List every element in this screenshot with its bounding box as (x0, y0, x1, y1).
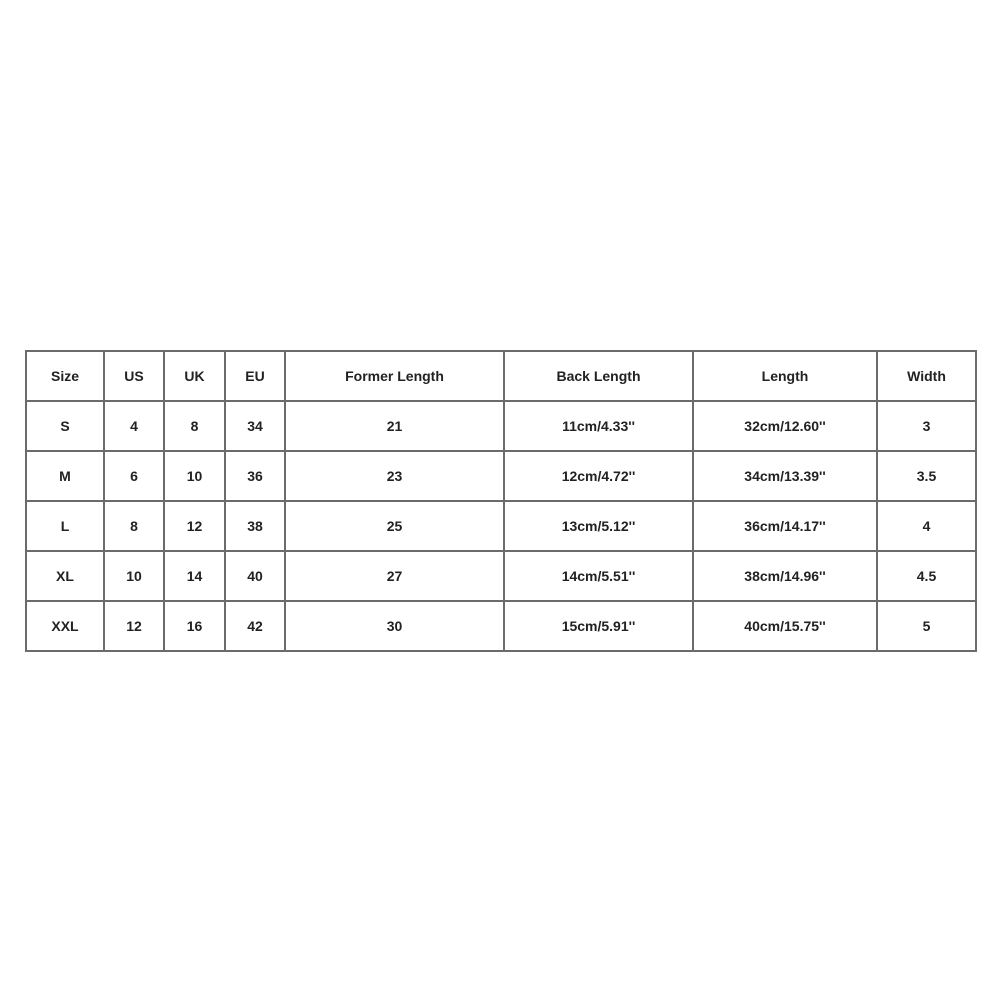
cell-length: 32cm/12.60'' (693, 401, 877, 451)
table-row (26, 401, 976, 451)
cell-back-length: 11cm/4.33'' (504, 401, 693, 451)
table-row (26, 501, 976, 551)
header-uk: UK (164, 351, 225, 401)
header-length: Length (693, 351, 877, 401)
cell-back-length: 12cm/4.72'' (504, 451, 693, 501)
cell-size: S (26, 401, 104, 451)
cell-us: 4 (104, 401, 164, 451)
cell-former-length: 25 (285, 501, 504, 551)
cell-former-length: 27 (285, 551, 504, 601)
cell-length: 38cm/14.96'' (693, 551, 877, 601)
cell-back-length: 14cm/5.51'' (504, 551, 693, 601)
cell-back-length: 15cm/5.91'' (504, 601, 693, 651)
cell-uk: 12 (164, 501, 225, 551)
cell-length: 34cm/13.39'' (693, 451, 877, 501)
cell-size: XL (26, 551, 104, 601)
cell-us: 12 (104, 601, 164, 651)
size-chart-table (25, 350, 977, 652)
cell-us: 6 (104, 451, 164, 501)
cell-size: XXL (26, 601, 104, 651)
header-us: US (104, 351, 164, 401)
cell-uk: 8 (164, 401, 225, 451)
table-row (26, 451, 976, 501)
header-size: Size (26, 351, 104, 401)
cell-former-length: 30 (285, 601, 504, 651)
cell-uk: 16 (164, 601, 225, 651)
cell-eu: 38 (225, 501, 285, 551)
header-former-length: Former Length (285, 351, 504, 401)
cell-former-length: 21 (285, 401, 504, 451)
table-header-row (26, 351, 976, 401)
cell-width: 3.5 (877, 451, 976, 501)
cell-eu: 40 (225, 551, 285, 601)
header-eu: EU (225, 351, 285, 401)
cell-eu: 42 (225, 601, 285, 651)
cell-size: L (26, 501, 104, 551)
cell-width: 4 (877, 501, 976, 551)
cell-length: 36cm/14.17'' (693, 501, 877, 551)
table-row (26, 601, 976, 651)
header-back-length: Back Length (504, 351, 693, 401)
cell-eu: 36 (225, 451, 285, 501)
header-width: Width (877, 351, 976, 401)
cell-back-length: 13cm/5.12'' (504, 501, 693, 551)
cell-us: 8 (104, 501, 164, 551)
cell-us: 10 (104, 551, 164, 601)
cell-uk: 14 (164, 551, 225, 601)
cell-uk: 10 (164, 451, 225, 501)
cell-width: 5 (877, 601, 976, 651)
table-row (26, 551, 976, 601)
cell-length: 40cm/15.75'' (693, 601, 877, 651)
cell-size: M (26, 451, 104, 501)
cell-eu: 34 (225, 401, 285, 451)
cell-width: 3 (877, 401, 976, 451)
cell-width: 4.5 (877, 551, 976, 601)
cell-former-length: 23 (285, 451, 504, 501)
